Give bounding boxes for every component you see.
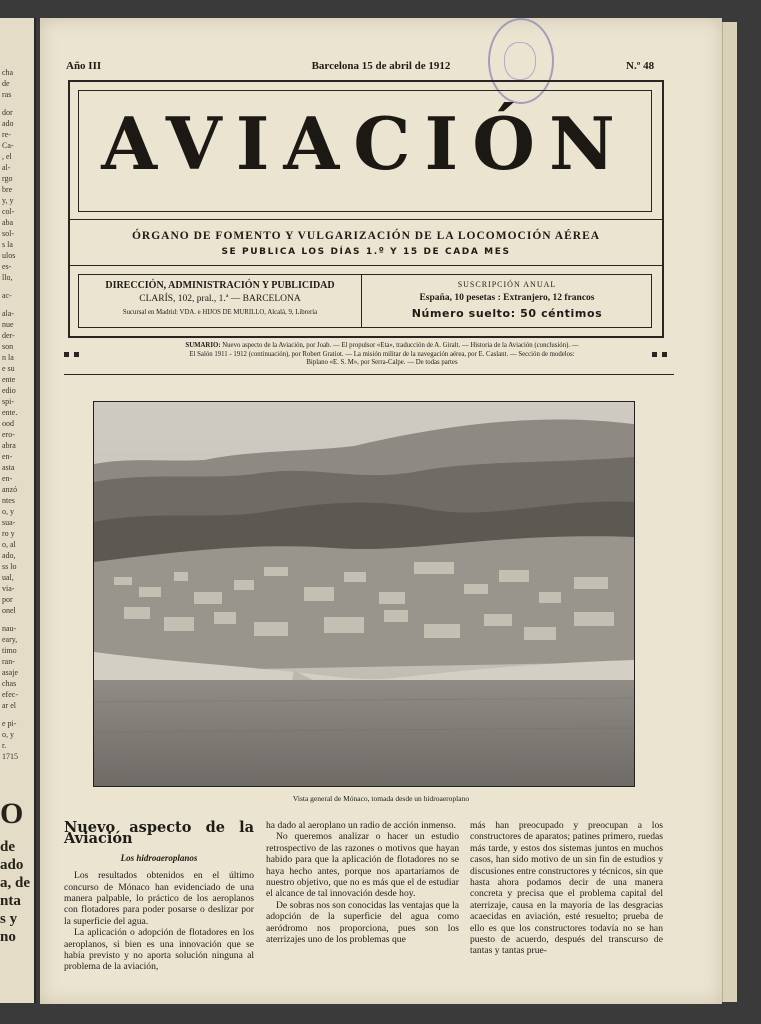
issue-number: N.º 48 (626, 60, 655, 72)
facing-page-text: asaje (2, 668, 18, 677)
publication-frequency: SE PUBLICA LOS DÍAS 1.º Y 15 DE CADA MES (221, 247, 511, 257)
facing-page-text: r. (2, 741, 7, 750)
admin-subscription-box (78, 274, 652, 328)
facing-page-text: onel (2, 606, 16, 615)
facing-page-text: timo (2, 646, 17, 655)
facing-page-text: 1715 (2, 752, 18, 761)
facing-page-text: spi- (2, 397, 14, 406)
facing-page-heading-text: ado (0, 857, 24, 873)
facing-page-text: n la (2, 353, 14, 362)
masthead-divider (70, 219, 662, 220)
facing-page-text: ac- (2, 291, 12, 300)
publication-subtitle: ÓRGANO DE FOMENTO Y VULGARIZACIÓN DE LA LOCOMOCIÓN AÉREA (131, 230, 601, 242)
facing-page-text: ntes (2, 496, 15, 505)
facing-page-heading-text: s y (0, 911, 18, 927)
admin-heading: DIRECCIÓN, ADMINISTRACIÓN Y PUBLICIDAD (105, 280, 335, 291)
facing-page-text: sol- (2, 229, 14, 238)
paragraph: más han preocupado y preocupan a los constructores de aparatos; patines primero, ruedas más tarde, y estos dos sistemas juntos en muchos casos, han sido motivo de un sin fin de estudios y discusiones entre constructores y técnicos, sin que hasta ahora podamos decir de una manera concreta y precisa que el problema capital del aterrizaje, causa en la mayoría de las desgracias acaecidas en aviación, esté resuelto; prueba de ello es que los constructores todavía no se han puesto de acuerdo, después del transcurso de tantas y tantas prue- (470, 820, 663, 957)
facing-page-text: asta (2, 463, 15, 472)
facing-page-text: ras (2, 90, 12, 99)
facing-page-text: nue (2, 320, 14, 329)
masthead-divider-2 (70, 265, 662, 266)
facing-page-text: ss lo (2, 562, 17, 571)
issue-date: Barcelona 15 de abril de 1912 (311, 60, 451, 72)
facing-page-text: bre (2, 185, 13, 194)
facing-page-text: ado (2, 119, 14, 128)
facing-page-text: , el (2, 152, 12, 161)
table-of-contents (104, 342, 660, 368)
issue-year: Año III (66, 60, 102, 72)
facing-page-heading-text: O (0, 797, 24, 830)
single-issue-price: Número suelto: 50 céntimos (411, 307, 603, 320)
facing-page-text: es- (2, 262, 12, 271)
facing-page-heading-text: a, de (0, 875, 30, 891)
ornament-square (64, 352, 69, 357)
facing-page-text: por (2, 595, 13, 604)
paragraph: De sobras nos son conocidas las ventajas que la adopción de la superficie del agua como aeródromo nos proporciona, pues son los aterrizajes uno de los problemas que (266, 899, 459, 946)
article-column-2 (266, 820, 459, 945)
facing-page-text: ulos (2, 251, 16, 260)
subscription-heading: SUSCRIPCIÓN ANUAL (457, 280, 557, 289)
photo-caption: Vista general de Mónaco, tomada desde un hidroaeroplano (292, 794, 470, 803)
facing-page-text: ente (2, 375, 16, 384)
facing-page-text: s la (2, 240, 13, 249)
page-edge (722, 22, 737, 1002)
facing-page-text: en- (2, 452, 13, 461)
sumario-line-2: El Salón 1911 - 1912 (continuación), por Robert Gratiot. — La misión militar de la navegación aérea, por E. Caslant. — Sección de modelos: (189, 350, 575, 358)
facing-page-text: ala- (2, 309, 14, 318)
article-column-1 (64, 820, 254, 973)
subscription-prices: España, 10 pesetas : Extranjero, 12 francos (419, 293, 595, 303)
facing-page-text: dor (2, 108, 13, 117)
facing-page-text: chas (2, 679, 17, 688)
facing-page-text: edio (2, 386, 16, 395)
facing-page-text: al- (2, 163, 11, 172)
facing-page-text: ual, (2, 573, 14, 582)
facing-page-heading-text: no (0, 929, 16, 945)
facing-page-text: o, y (2, 507, 14, 516)
ornament-square (662, 352, 667, 357)
facing-page-text: y, y (2, 196, 14, 205)
facing-page-text: llo, (2, 273, 13, 282)
facing-page-text: o, y (2, 730, 14, 739)
paragraph: La aplicación o adopción de flotadores en los aeroplanos, si bien es una innovación que se había previsto y no aporta solución ninguna al problema de la aviación, (64, 927, 254, 973)
facing-page-text: col- (2, 207, 15, 216)
article-title: Nuevo aspecto de la Aviación (64, 819, 254, 848)
masthead (68, 80, 664, 338)
facing-page-text: de (2, 79, 10, 88)
facing-page-heading-text: de (0, 839, 15, 855)
facing-page-text: Ca- (2, 141, 14, 150)
facing-page-text: abra (2, 441, 16, 450)
article-subtitle: Los hidroaeroplanos (120, 852, 198, 863)
facing-page-text: ero- (2, 430, 15, 439)
monaco-aerial-photo (93, 401, 635, 787)
ornament-square (74, 352, 79, 357)
facing-page-heading-text: nta (0, 893, 21, 909)
facing-page-text: ro y (2, 529, 15, 538)
facing-page-text: e pi- (2, 719, 17, 728)
sumario-line-1: Nuevo aspecto de la Aviación, por Joab. — El propulsor «Eta», traducción de A. Giralt. — Historia de la Aviación (conclusión). — (222, 342, 579, 349)
facing-page-text: ar el (2, 701, 16, 710)
facing-page-text: via- (2, 584, 15, 593)
facing-page-text: efec- (2, 690, 18, 699)
sumario-label: SUMARIO: (185, 342, 221, 349)
publication-title: AVIACIÓN (101, 101, 629, 186)
facing-page-text: re- (2, 130, 11, 139)
sumario-line-3: Biplano «E. S. M», por Serra-Calpe. — De todas partes (306, 359, 458, 367)
facing-page-fragment (0, 18, 36, 1003)
facing-page-text: aba (2, 218, 14, 227)
facing-page-text: ran- (2, 657, 15, 666)
facing-page-text: der- (2, 331, 15, 340)
paragraph: Los resultados obtenidos en el último concurso de Mónaco han evidenciado de una manera palpable, lo práctico de los aeroplanos con flotadores para poder posarse o deslizar por la superficie del agua. (64, 870, 254, 927)
facing-page-text: en- (2, 474, 13, 483)
title-frame (78, 90, 652, 212)
facing-page-text: cha (2, 68, 14, 77)
facing-page-text: ado, (2, 551, 16, 560)
paragraph: No queremos analizar o hacer un estudio retrospectivo de las razones o motivos que hayan habido para que la aplicación de flotadores no se haya hecho antes, porque nos apartaríamos de nuestro objetivo, que no es más que el de estudiar el alcance de tal innovación desde hoy. (266, 831, 459, 900)
facing-page-text: rgo (2, 174, 13, 183)
admin-address: CLARÍS, 102, pral., 1.ª — BARCELONA (139, 294, 301, 304)
facing-page-text: anzó (2, 485, 18, 494)
facing-page-text: ood (2, 419, 14, 428)
facing-page-text: eary, (2, 635, 18, 644)
admin-madrid-branch: Sucursal en Madrid: VDA. e HIJOS DE MURILLO, Alcalá, 9, Librería (122, 309, 318, 316)
facing-page-text: o, al (2, 540, 16, 549)
paragraph: ha dado al aeroplano un radio de acción inmenso. (266, 820, 456, 831)
sumario-rule (64, 374, 674, 375)
newspaper-page (40, 18, 722, 1004)
article-column-3 (470, 820, 663, 957)
facing-page-text: son (2, 342, 14, 351)
facing-page-text: e su (2, 364, 15, 373)
facing-page-text: ente. (2, 408, 18, 417)
facing-page-text: nau- (2, 624, 17, 633)
facing-page-text: sua- (2, 518, 16, 527)
